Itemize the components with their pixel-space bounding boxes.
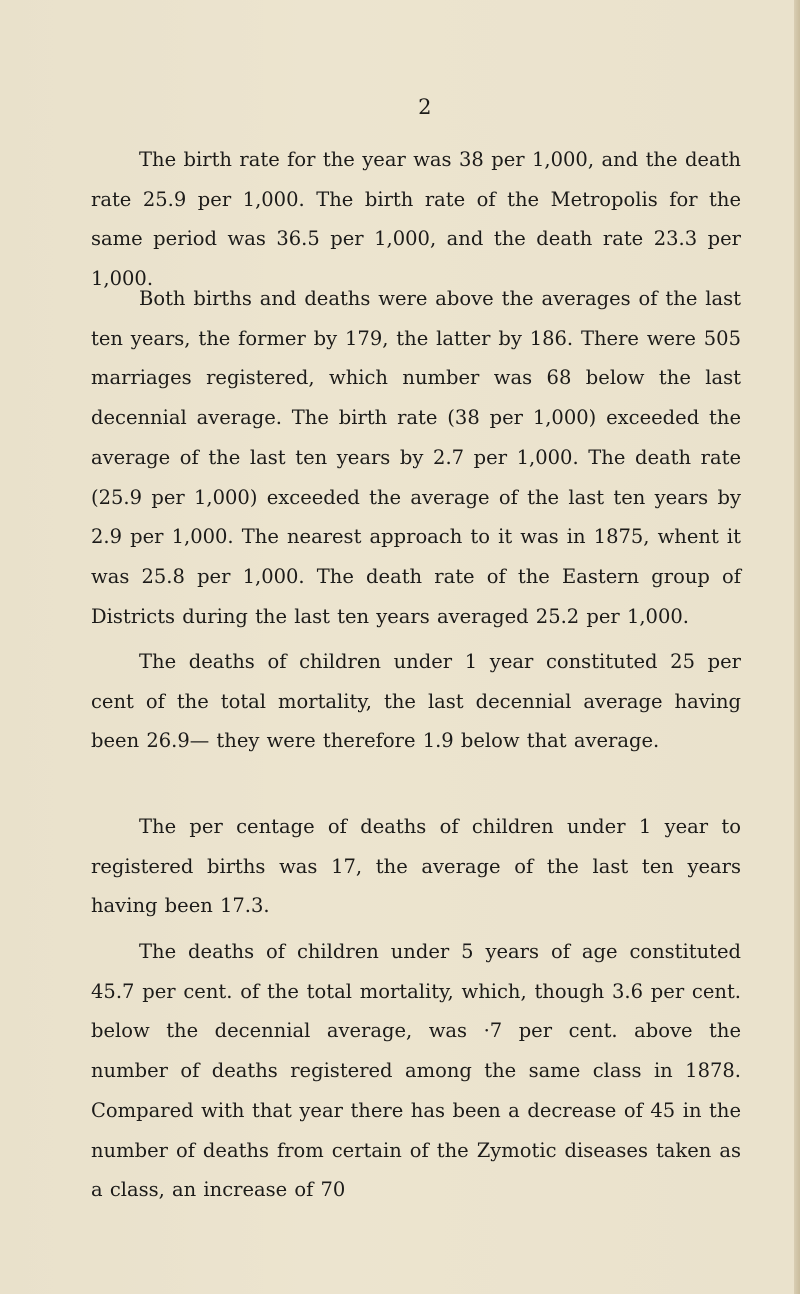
paragraph-infant-percentage: The per centage of deaths of children under 1 year to registered births was 17, the average of the last ten years having been 17.3. bbox=[91, 815, 741, 918]
page-edge bbox=[794, 0, 800, 1294]
paragraph-infant-deaths: The deaths of children under 1 year constituted 25 per cent of the total mortality, the last decennial average having been 26.9— they were therefore 1.9 below that average. bbox=[91, 650, 741, 753]
paragraph-child-deaths: The deaths of children under 5 years of age constituted 45.7 per cent. of the total mortality, which, though 3.6 per cent. below the decennial average, was ·7 per cent. above the number of deaths registered among the same class in 1878. Compared with that year there has been a decrease of 45 in the number of deaths from certain of the Zymotic diseases taken as a class, an increase of 70 bbox=[91, 940, 741, 1202]
paragraph-averages-comparison: Both births and deaths were above the averages of the last ten years, the former by 179, the latter by 186. There were 505 marriages registered, which number was 68 below the last decennial average. The birth rate (38 per 1,000) exceeded the average of the last ten years by 2.7 per 1,000. The death rate (25.9 per 1,000) exceeded the average of the last ten years by 2.9 per 1,000. The nearest approach to it was in 1875, whent it was 25.8 per 1,000. The death rate of the Eastern group of Districts during the last ten years averaged 25.2 per 1,000. bbox=[91, 287, 741, 628]
paragraph-birth-death-rates: The birth rate for the year was 38 per 1,000, and the death rate 25.9 per 1,000. The birth rate of the Metropolis for the same period was 36.5 per 1,000, and the death rate 23.3 per 1,000. bbox=[91, 148, 741, 291]
page-number: 2 bbox=[418, 95, 432, 119]
